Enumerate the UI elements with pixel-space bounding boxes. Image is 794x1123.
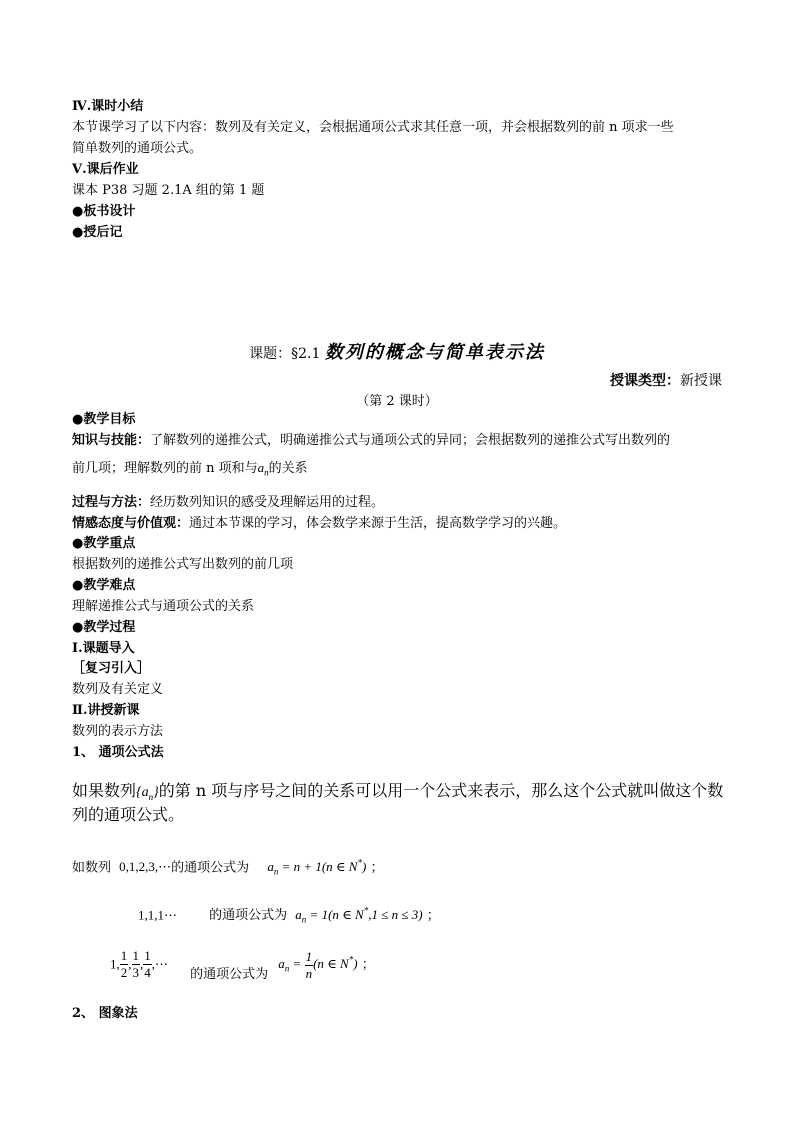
emotion-label: 情感态度与价值观： <box>72 516 190 531</box>
emotion-line <box>72 515 566 533</box>
process-method-line <box>72 494 384 512</box>
method-1-heading: 1、 通项公式法 <box>72 745 164 760</box>
homework-text: 课本 P38 习题 2.1A 组的第 1 题 <box>72 183 265 198</box>
example-2-sequence: 1,1,1⋯ <box>138 907 177 923</box>
example-1-formula-body: = n + 1(n ∈ N <box>281 859 358 875</box>
lesson-type-value: 新授课 <box>680 373 722 389</box>
lesson-period: （第 2 课时） <box>356 394 438 409</box>
example-2-mid: 的通项公式为 <box>209 908 288 924</box>
knowledge-text-2b: 的关系 <box>268 461 308 476</box>
example-3-formula-body: (n ∈ N <box>313 956 349 972</box>
example-2-formula-body: = 1(n ∈ N <box>309 907 364 923</box>
example-1-prefix: 如数列 <box>72 860 112 876</box>
section-4-heading: Ⅳ.课时小结 <box>72 99 144 114</box>
teaching-process-heading: ●教学过程 <box>72 620 136 635</box>
example-3-formula: $a_n$ = $\frac{1}{n}$ (n ∈ N*) <box>278 948 358 981</box>
process-method-label: 过程与方法： <box>72 495 151 510</box>
methods-text: 数列的表示方法 <box>72 724 164 739</box>
knowledge-line-2 <box>72 459 308 482</box>
knowledge-label: 知识与技能： <box>72 433 151 448</box>
key-point-heading: ●教学重点 <box>72 536 136 551</box>
example-3-formula-tail: ) <box>353 956 358 972</box>
example-1-formula: $a_n = n + 1(n$ ∈ N*) <box>267 858 367 877</box>
lesson-title-prefix: 课题：§2.1 <box>249 346 325 362</box>
sequence-an-symbol: $\{a_n\}$ <box>136 785 159 802</box>
method-2-heading: 2、 图象法 <box>72 1006 138 1021</box>
definition-line-1 <box>72 782 723 806</box>
example-2 <box>138 902 440 929</box>
lesson-title-main: 数列的概念与简单表示法 <box>324 342 545 363</box>
example-3-semicolon: ； <box>361 957 375 973</box>
example-1-mid: 的通项公式为 <box>171 860 250 876</box>
example-1-formula-tail: ) <box>361 859 367 875</box>
fraction-1-n: $\frac{1}{n}$ <box>305 948 313 981</box>
section-2-heading: Ⅱ.讲授新课 <box>72 703 140 718</box>
definition-text-1b: 的第 n 项与序号之间的关系可以用一个公式来表示，那么这个公式就叫做这个数 <box>158 781 724 800</box>
example-2-formula: $a_n = 1(n$ ∈ N*,1 ≤ n ≤ 3) <box>295 906 423 925</box>
example-3-seq-start: 1, <box>110 956 120 972</box>
example-1-semicolon: ； <box>370 860 384 876</box>
knowledge-text-1: 了解数列的递推公式，明确递推公式与通项公式的异同；会根据数列的递推公式写出数列的 <box>150 433 671 448</box>
lesson-type <box>610 370 722 390</box>
goals-heading: ●教学目标 <box>72 412 136 427</box>
example-1 <box>72 854 383 881</box>
knowledge-line-1 <box>72 432 670 450</box>
an-symbol: $a_n$ <box>257 460 269 478</box>
lesson-title <box>0 338 794 364</box>
example-2-semicolon: ； <box>426 908 440 924</box>
key-point-text: 根据数列的递推公式写出数列的前几项 <box>72 557 294 572</box>
board-design-heading: ●板书设计 <box>72 204 136 219</box>
fraction-1-2: $\frac{1}{2}$ <box>120 948 128 981</box>
example-1-sequence: 0,1,2,3,⋯ <box>119 859 172 875</box>
summary-line-2: 简单数列的通项公式。 <box>72 141 203 156</box>
fraction-1-4: $\frac{1}{4}$ <box>144 948 151 981</box>
example-3: 1, $\frac{1}{2}$ , $\frac{1}{3}$ , $\frac{1}{4}$ ,⋯ 的通项公式为 $a_n$ = $\frac{1}{n}$ (n ∈ N*) ； <box>110 948 375 983</box>
example-3-equals: = <box>292 956 302 972</box>
summary-line-1: 本节课学习了以下内容：数列及有关定义，会根据通项公式求其任意一项，并会根据数列的前 n 项求一些 <box>72 120 674 135</box>
section-5-heading: Ⅴ.课后作业 <box>72 162 139 177</box>
example-2-formula-tail: ,1 ≤ n ≤ 3) <box>368 907 423 923</box>
difficult-point-heading: ●教学难点 <box>72 578 136 593</box>
review-heading: ［复习引入］ <box>72 661 151 676</box>
definition-line-2: 列的通项公式。 <box>72 805 185 824</box>
review-text: 数列及有关定义 <box>72 682 164 697</box>
emotion-text: 通过本节课的学习，体会数学来源于生活，提高数学学习的兴趣。 <box>189 516 567 531</box>
lesson-type-label: 授课类型： <box>610 373 680 389</box>
fraction-1-3: $\frac{1}{3}$ <box>132 948 139 981</box>
difficult-point-text: 理解递推公式与通项公式的关系 <box>72 599 255 614</box>
knowledge-text-2a: 前几项；理解数列的前 n 项和与 <box>72 461 258 476</box>
post-lesson-notes-heading: ●授后记 <box>72 225 123 240</box>
process-method-text: 经历数列知识的感受及理解运用的过程。 <box>150 495 385 510</box>
example-3-mid: 的通项公式为 <box>190 967 269 983</box>
definition-text-1a: 如果数列 <box>72 781 137 800</box>
section-1-heading: Ⅰ.课题导入 <box>72 641 135 656</box>
